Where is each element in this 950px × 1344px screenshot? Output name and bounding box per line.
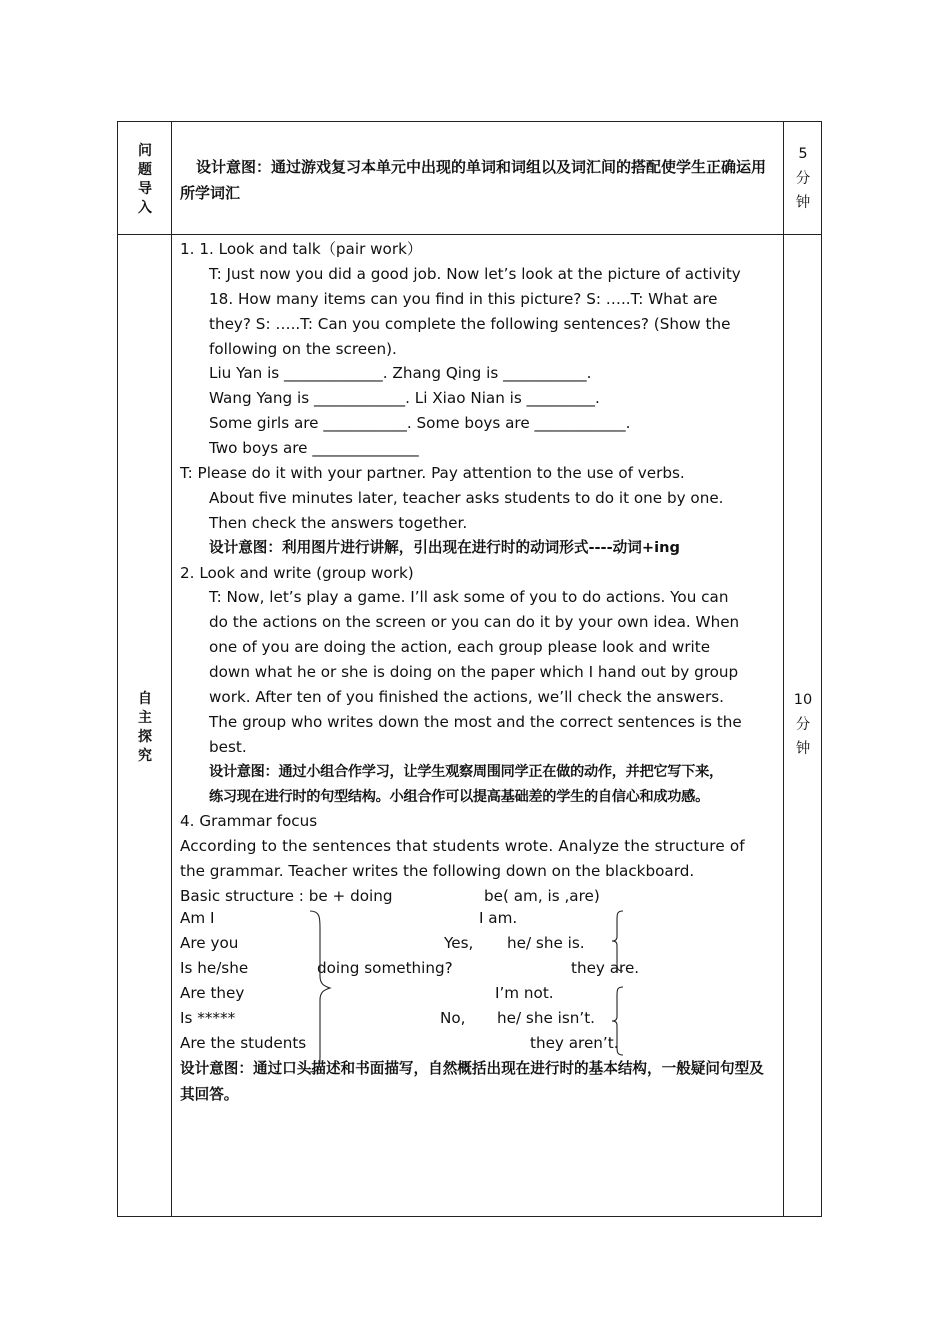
row1-time-unit: 分: [795, 170, 811, 187]
row1-label-char: 入: [138, 200, 152, 216]
question-line: Is *****: [180, 1009, 236, 1027]
text-line: work. After ten of you finished the actions, we’ll check the answers.: [209, 688, 724, 707]
text-line: one of you are doing the action, each group please look and write: [209, 638, 711, 657]
text-line: the grammar. Teacher writes the following down on the blackboard.: [180, 862, 695, 881]
activity-heading: 2. Look and write (group work): [180, 563, 414, 582]
row1-time: [786, 142, 820, 216]
lesson-plan-table: [117, 121, 822, 1217]
design-intent: 练习现在进行时的句型结构。小组合作可以提高基础差的学生的自信心和成功感。: [209, 788, 709, 805]
text-line: T: Now, let’s play a game. I’ll ask some of you to do actions. You can: [209, 588, 729, 607]
question-line: Is he/she: [180, 959, 249, 977]
answer-line: he/ she is.: [507, 934, 585, 952]
activity-heading: 4. Grammar focus: [180, 812, 318, 831]
text-line: they? S: …..T: Can you complete the following sentences? (Show the: [209, 314, 731, 333]
text-line: down what he or she is doing on the paper which I hand out by group: [209, 663, 739, 682]
structure-formula: Basic structure : be + doing: [180, 887, 393, 906]
question-line: Are you: [180, 934, 239, 952]
answer-line: I’m not.: [495, 984, 554, 1002]
answer-no: No,: [440, 1009, 466, 1027]
exercise-line: Liu Yan is _____________. Zhang Qing is ___________.: [209, 364, 592, 383]
row2-time-unit: 分: [795, 716, 811, 733]
text-line: According to the sentences that students wrote. Analyze the structure of: [180, 837, 745, 856]
question-line: Am I: [180, 909, 215, 927]
design-intent: 设计意图：通过小组合作学习，让学生观察周围同学正在做的动作，并把它写下来，: [209, 763, 723, 780]
answer-line: he/ she isn’t.: [497, 1009, 595, 1027]
big-brace-icon: [308, 910, 334, 1074]
row2-time: [786, 688, 820, 762]
row2-label: [136, 690, 154, 766]
row2-label-char: 主: [138, 710, 152, 726]
text-line: do the actions on the screen or you can do it by your own idea. When: [209, 613, 740, 632]
row1-label-char: 导: [138, 181, 152, 197]
exercise-line: Wang Yang is ____________. Li Xiao Nian is _________.: [209, 389, 600, 408]
design-intent-final: 设计意图：通过口头描述和书面描写，自然概括出现在进行时的基本结构，一般疑问句型及其回答。: [180, 1060, 764, 1103]
doing-something-text: doing something?: [317, 959, 453, 977]
activity-heading: 1. 1. Look and talk（pair work）: [180, 240, 423, 258]
text-line: best.: [209, 737, 247, 756]
text-line: Then check the answers together.: [209, 513, 468, 532]
text-line: following on the screen).: [209, 339, 397, 358]
row1-label-char: 题: [138, 162, 152, 178]
small-brace-icon: [610, 986, 626, 1056]
row2-time-value: 10: [793, 692, 813, 708]
column-divider-left: [171, 122, 172, 1216]
exercise-line: Two boys are ______________: [209, 439, 419, 458]
row2-label-char: 自: [138, 691, 152, 707]
text-line: T: Please do it with your partner. Pay attention to the use of verbs.: [180, 464, 685, 483]
row2-label-char: 究: [138, 748, 152, 764]
column-divider-right: [783, 122, 784, 1216]
text-line: About five minutes later, teacher asks students to do it one by one.: [209, 488, 724, 507]
row1-time-unit: 钟: [795, 195, 811, 211]
text-line: The group who writes down the most and the correct sentences is the: [209, 712, 742, 731]
row1-label: [136, 142, 154, 218]
row1-design-intent: 设计意图：通过游戏复习本单元中出现的单词和词组以及词汇间的搭配使学生正确运用所学词汇: [180, 158, 767, 202]
row2-content: [180, 237, 780, 909]
small-brace-icon: [610, 910, 626, 972]
answer-line: they aren’t.: [530, 1034, 619, 1052]
answer-line: I am.: [479, 909, 518, 927]
answer-yes: Yes,: [444, 934, 474, 952]
question-line: Are they: [180, 984, 245, 1002]
structure-be-forms: be( am, is ,are): [484, 887, 600, 906]
row2-time-unit: 钟: [795, 741, 811, 757]
row1-label-char: 问: [138, 143, 152, 159]
design-intent: 设计意图：利用图片进行讲解，引出现在进行时的动词形式----动词+ing: [209, 538, 680, 556]
text-line: T: Just now you did a good job. Now let’s look at the picture of activity: [209, 264, 741, 283]
exercise-line: Some girls are ___________. Some boys are ____________.: [209, 414, 631, 433]
row2-label-char: 探: [138, 729, 152, 745]
row-divider: [118, 234, 821, 235]
row1-time-value: 5: [798, 146, 808, 162]
text-line: 18. How many items can you find in this picture? S: …..T: What are: [209, 289, 718, 308]
answer-line: they are.: [571, 959, 640, 977]
question-line: Are the students: [180, 1034, 307, 1052]
